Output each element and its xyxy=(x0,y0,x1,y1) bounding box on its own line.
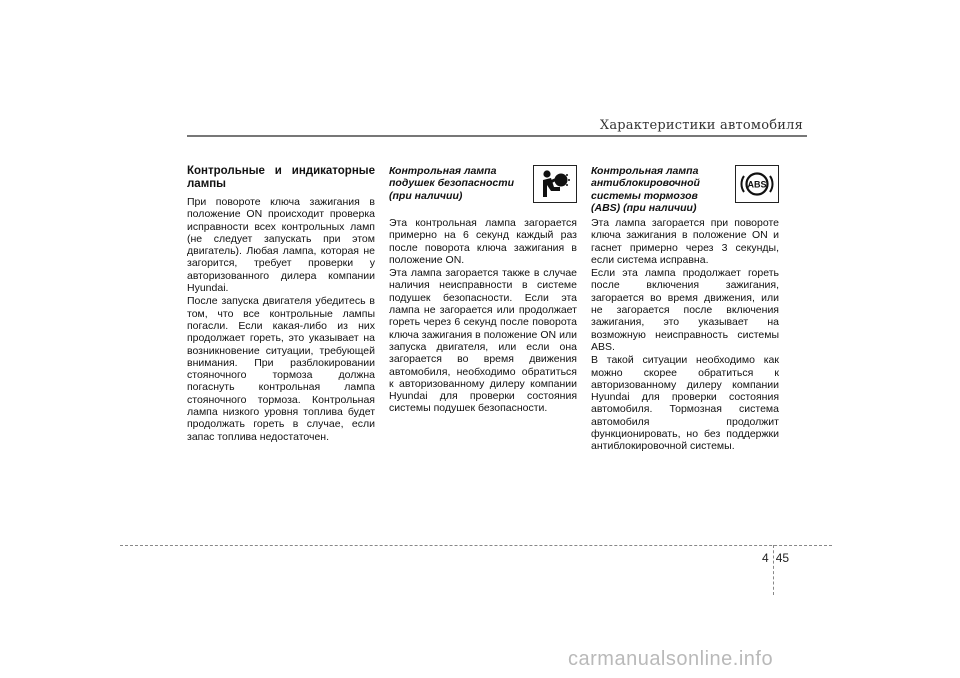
abs-icon xyxy=(735,165,779,203)
column-abs-lamp xyxy=(591,165,779,454)
lamp-title: Контрольная лампа антиблокировочной системы тормозов (ABS) (при наличии) xyxy=(591,165,700,214)
page-index: 45 xyxy=(775,551,790,565)
footer-rule xyxy=(120,545,832,546)
abs-icon-label: ABS xyxy=(747,179,767,190)
paragraph: При повороте ключа зажигания в положение ON происходит проверка исправности всех контрольных ламп (не следует запускать при этом двигатель). Любая лампа, которая не загорится, требует проверки у авторизованного дилера компании Hyundai. xyxy=(187,196,375,295)
page-number xyxy=(762,551,789,565)
abs-icon-graphic xyxy=(739,169,775,199)
watermark-text: carmanualsonline.info xyxy=(568,648,774,670)
airbag-icon xyxy=(533,165,577,203)
column-airbag-lamp xyxy=(389,165,577,416)
paragraph: Эта контрольная лампа загорается примерно на 6 секунд каждый раз после поворота ключа зажигания в положение ON. xyxy=(389,217,577,266)
column-indicator-lamps xyxy=(187,165,375,444)
paragraph: После запуска двигателя убедитесь в том, что все контрольные лампы погасли. Если какая-либо из них продолжает гореть, это указывает на возникновение ситуации, требующей внимания. При разблокировании стояночного тормоза должна погаснуть контрольная лампа стояночного тормоза. Контрольная лампа низкого уровня топлива будет продолжать гореть в случае, если запас топлива недостаточен. xyxy=(187,295,375,443)
lamp-heading xyxy=(389,165,577,213)
paragraph: Эта лампа загорается также в случае наличия неисправности в системе подушек безопасности. Если эта лампа не загорается или продолжает гореть через 6 секунд после поворота ключа зажигания в положение ON или запуска двигателя, или если она загорается во время движения автомобиля, необходимо обратиться к авторизованному дилеру компании Hyundai для проверки состояния системы подушек безопасности. xyxy=(389,267,577,415)
airbag-icon-graphic xyxy=(538,169,572,199)
paragraph: Если эта лампа продолжает гореть после включения зажигания, загорается во время движения, или не загорается после включения зажигания, это указывает на возможную неисправность системы ABS. xyxy=(591,267,779,353)
paragraph: В такой ситуации необходимо как можно скорее обратиться к авторизованному дилеру компании Hyundai для проверки состояния автомобиля. Тормозная система автомобиля продолжит функционировать, но без поддержки антиблокировочной системы. xyxy=(591,354,779,453)
header-rule xyxy=(187,135,807,137)
paragraph: Эта лампа загорается при повороте ключа зажигания в положение ON и гаснет примерно через 3 секунды, если система исправна. xyxy=(591,217,779,266)
lamp-title: Контрольная лампа подушек безопасности (при наличии) xyxy=(389,165,514,202)
lamp-heading xyxy=(591,165,779,213)
section-title: Контрольные и индикаторные лампы xyxy=(187,165,375,190)
page-header-title: Характеристики автомобиля xyxy=(599,118,803,133)
section-number: 4 xyxy=(762,551,769,565)
